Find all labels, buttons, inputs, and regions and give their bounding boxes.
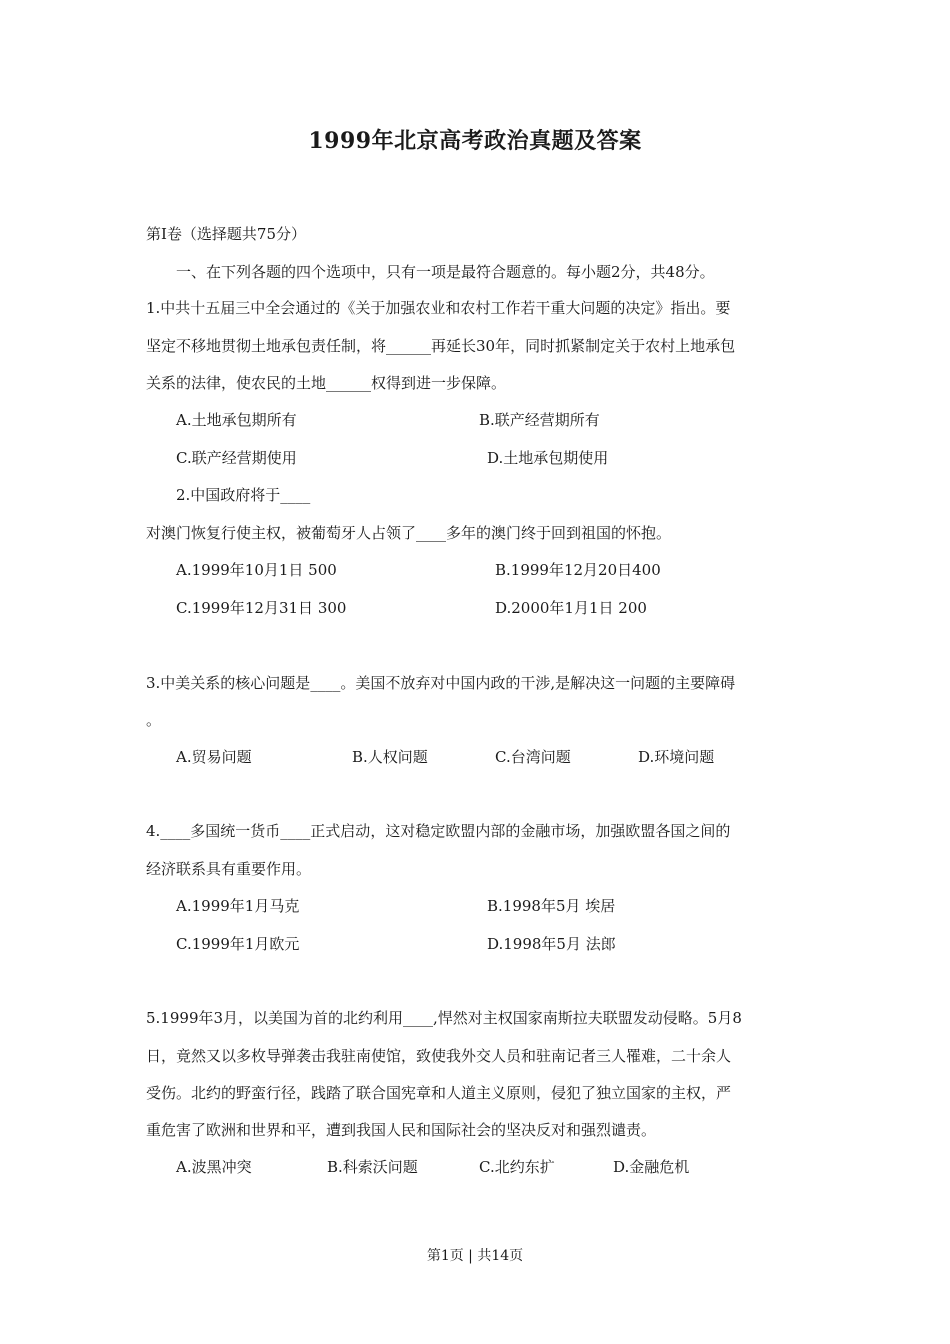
q5-line-1: 5.1999年3月，以美国为首的北约利用____,悍然对主权国家南斯拉夫联盟发动侵略。5月8 xyxy=(146,1009,742,1027)
q2-option-d: D.2000年1月1日 200 xyxy=(495,599,647,617)
q3-option-c: C.台湾问题 xyxy=(495,748,571,766)
q1-option-a: A.土地承包期所有 xyxy=(176,411,297,429)
page-title: 1999年北京高考政治真题及答案 xyxy=(308,128,642,154)
q1-option-c: C.联产经营期使用 xyxy=(176,449,297,467)
q4-option-a: A.1999年1月马克 xyxy=(176,897,300,915)
q2-option-a: A.1999年10月1日 500 xyxy=(176,561,337,579)
q5-option-d: D.金融危机 xyxy=(613,1158,690,1176)
q2-line-2: 对澳门恢复行使主权，被葡萄牙人占领了____多年的澳门终于回到祖国的怀抱。 xyxy=(146,524,672,542)
q4-line-1: 4.____多国统一货币____正式启动，这对稳定欧盟内部的金融市场，加强欧盟各国之间的 xyxy=(146,822,731,840)
q3-line-1: 3.中美关系的核心问题是____。美国不放弃对中国内政的干涉,是解决这一问题的主要障碍 xyxy=(146,674,736,692)
q2-option-b: B.1999年12月20日400 xyxy=(495,561,661,579)
q4-line-2: 经济联系具有重要作用。 xyxy=(146,860,312,878)
q1-line-3: 关系的法律，使农民的土地______权得到进一步保障。 xyxy=(146,374,507,392)
q1-line-1: 1.中共十五届三中全会通过的《关于加强农业和农村工作若干重大问题的决定》指出。要 xyxy=(146,299,731,317)
q4-option-b: B.1998年5月 埃居 xyxy=(487,897,616,915)
q3-option-d: D.环境问题 xyxy=(638,748,715,766)
q2-line-1: 2.中国政府将于____ xyxy=(176,486,311,504)
q5-option-a: A.波黑冲突 xyxy=(176,1158,252,1176)
q5-option-b: B.科索沃问题 xyxy=(327,1158,418,1176)
q4-option-d: D.1998年5月 法郎 xyxy=(487,935,616,953)
q5-line-2: 日，竟然又以多枚导弹袭击我驻南使馆，致使我外交人员和驻南记者三人罹难，二十余人 xyxy=(146,1047,732,1065)
q5-option-c: C.北约东扩 xyxy=(479,1158,555,1176)
q1-option-b: B.联产经营期所有 xyxy=(479,411,600,429)
q5-line-3: 受伤。北约的野蛮行径，践踏了联合国宪章和人道主义原则，侵犯了独立国家的主权，严 xyxy=(146,1084,732,1102)
instruction: 一、在下列各题的四个选项中，只有一项是最符合题意的。每小题2分，共48分。 xyxy=(176,263,715,281)
q3-option-b: B.人权问题 xyxy=(352,748,428,766)
section-header: 第Ⅰ卷（选择题共75分） xyxy=(146,225,307,243)
q3-line-2: 。 xyxy=(146,711,162,729)
q4-option-c: C.1999年1月欧元 xyxy=(176,935,300,953)
q5-line-4: 重危害了欧洲和世界和平，遭到我国人民和国际社会的坚决反对和强烈谴责。 xyxy=(146,1121,657,1139)
q3-option-a: A.贸易问题 xyxy=(176,748,252,766)
q1-line-2: 坚定不移地贯彻土地承包责任制，将______再延长30年，同时抓紧制定关于农村上地承包 xyxy=(146,337,736,355)
page-footer: 第1页 | 共14页 xyxy=(426,1248,524,1264)
q2-option-c: C.1999年12月31日 300 xyxy=(176,599,347,617)
q1-option-d: D.土地承包期使用 xyxy=(487,449,609,467)
